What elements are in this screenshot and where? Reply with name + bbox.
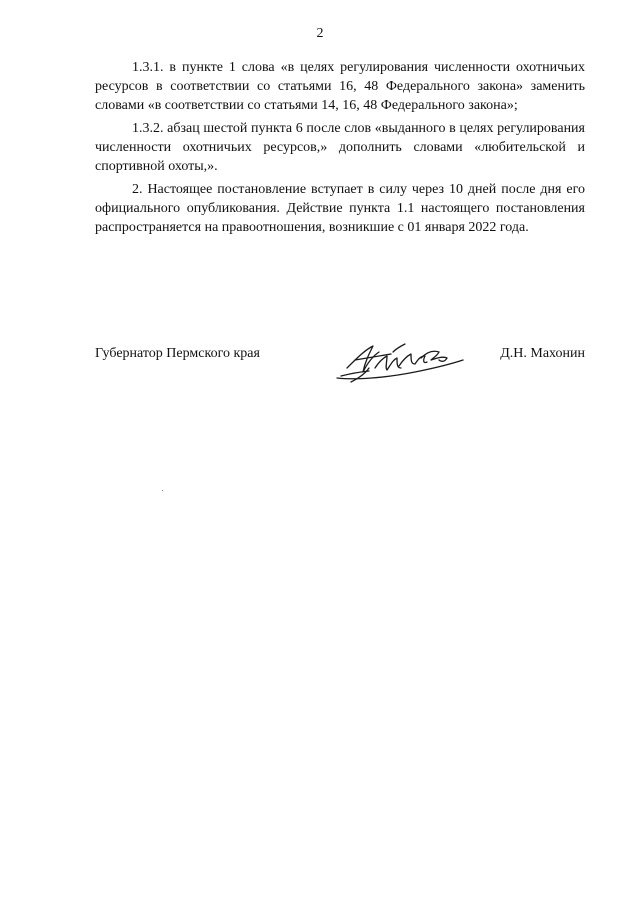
signature-block (95, 338, 585, 388)
handwritten-signature (335, 338, 465, 384)
paragraph-1-3-2: 1.3.2. абзац шестой пункта 6 после слов «выданного в целях регулирования численности охотничьих ресурсов,» дополнить словами «любительской и спортивной охоты,». (95, 121, 585, 174)
document-body (95, 58, 585, 241)
signer-name: Д.Н. Махонин (500, 346, 585, 361)
paragraph-1-3-1: 1.3.1. в пункте 1 слова «в целях регулирования численности охотничьих ресурсов в соответствии со статьями 16, 48 Федерального закона» заменить словами «в соответствии со статьями 14, 16, 48 Федерального закона»; (95, 60, 585, 113)
page-number: 2 (316, 26, 324, 41)
signer-title: Губернатор Пермского края (95, 346, 260, 361)
paragraph-2: 2. Настоящее постановление вступает в силу через 10 дней после дня его официального опубликования. Действие пункта 1.1 настоящего постановления распространяется на правоотношения, возникшие с 01 января 2022 года. (95, 182, 585, 235)
scan-artifact (162, 490, 163, 491)
